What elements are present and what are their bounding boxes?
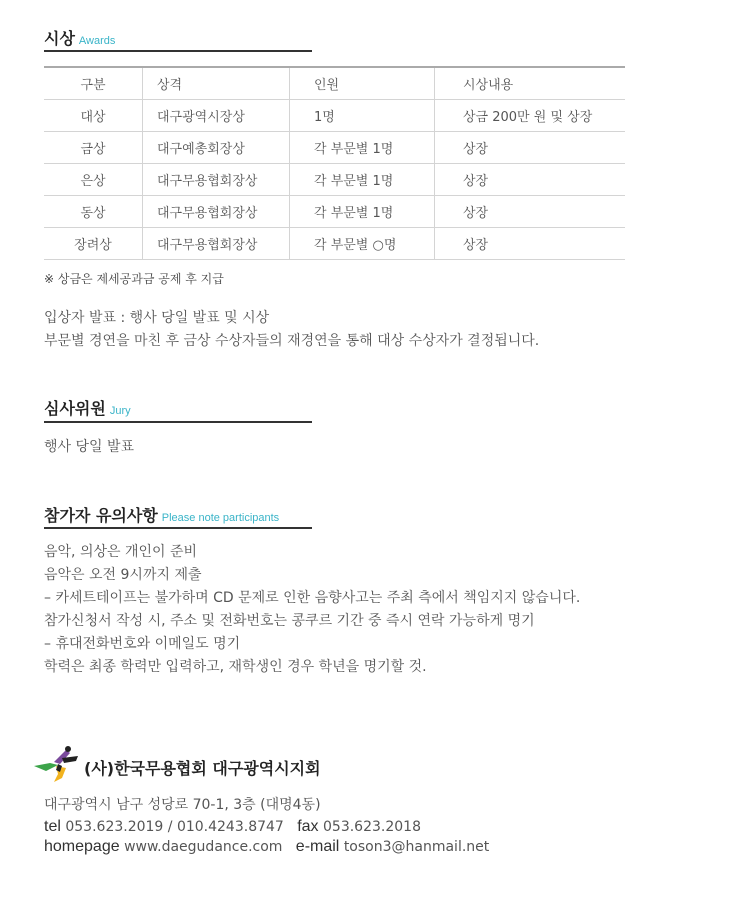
participants-notes [44, 541, 580, 679]
awards-table [44, 66, 625, 260]
awards-title-en: Awards [78, 35, 116, 47]
cell-award: 대구무용협회장상 [143, 164, 290, 196]
jury-heading [44, 396, 131, 419]
cell-category: 동상 [44, 196, 143, 228]
cell-prize: 상장 [435, 164, 626, 196]
cell-category: 장려상 [44, 228, 143, 260]
address: 대구광역시 남구 성당로 70-1, 3층 (대명4동) [44, 797, 321, 813]
list-item: 참가신청서 작성 시, 주소 및 전화번호는 콩쿠르 기간 중 즉시 연락 가능하게 명기 [44, 613, 535, 629]
awards-divider [44, 50, 312, 52]
jury-divider [44, 421, 312, 423]
list-item: 음악은 오전 9시까지 제출 [44, 567, 202, 583]
contact-web-email [44, 838, 489, 856]
cell-award: 대구광역시장상 [143, 100, 290, 132]
jury-title-en: Jury [109, 405, 131, 417]
table-row [44, 228, 625, 260]
list-item: 학력은 최종 학력만 입력하고, 재학생인 경우 학년을 명기할 것. [44, 659, 427, 675]
participants-heading [44, 503, 279, 526]
cell-prize: 상장 [435, 196, 626, 228]
table-row [44, 100, 625, 132]
cell-prize: 상금 200만 원 및 상장 [435, 100, 626, 132]
cell-category: 은상 [44, 164, 143, 196]
announcement-line: 입상자 발표 : 행사 당일 발표 및 시상 [44, 310, 270, 326]
cell-count: 각 부문별 1명 [290, 196, 435, 228]
participants-divider [44, 527, 312, 529]
cell-count: 각 부문별 ○명 [290, 228, 435, 260]
cell-award: 대구무용협회장상 [143, 228, 290, 260]
announcement-text [44, 307, 539, 353]
fax-value: 053.623.2018 [323, 819, 421, 835]
jury-text [44, 436, 134, 459]
header-prize: 시상내용 [435, 67, 626, 100]
dancer-logo-icon [32, 744, 80, 784]
prize-tax-note: ※ 상금은 제세공과금 공제 후 지급 [44, 272, 224, 286]
table-row [44, 132, 625, 164]
table-header-row [44, 67, 625, 100]
tel-label: tel [44, 818, 61, 835]
table-row [44, 196, 625, 228]
email-link[interactable]: toson3@hanmail.net [343, 839, 490, 855]
cell-category: 대상 [44, 100, 143, 132]
cell-prize: 상장 [435, 132, 626, 164]
contact-phone-fax [44, 818, 421, 836]
participants-title-en: Please note participants [161, 512, 280, 524]
header-award: 상격 [143, 67, 290, 100]
organization-name: (사)한국무용협회 대구광역시지회 [84, 759, 321, 778]
list-item: 음악, 의상은 개인이 준비 [44, 544, 198, 560]
homepage-label: homepage [44, 838, 120, 855]
announcement-line: 부문별 경연을 마친 후 금상 수상자들의 재경연을 통해 대상 수상자가 결정됩니다. [44, 333, 540, 349]
participants-title: 참가자 유의사항 [44, 506, 158, 525]
list-item: – 카세트테이프는 불가하며 CD 문제로 인한 음향사고는 주최 측에서 책임지지 않습니다. [44, 590, 581, 606]
homepage-link[interactable]: www.daegudance.com [124, 839, 283, 855]
cell-count: 각 부문별 1명 [290, 132, 435, 164]
header-count: 인원 [290, 67, 435, 100]
tel-value: 053.623.2019 / 010.4243.8747 [65, 819, 284, 835]
awards-heading [44, 26, 115, 49]
fax-label: fax [297, 818, 319, 835]
jury-title: 심사위원 [44, 399, 106, 418]
cell-count: 1명 [290, 100, 435, 132]
header-category: 구분 [44, 67, 143, 100]
cell-prize: 상장 [435, 228, 626, 260]
cell-award: 대구예총회장상 [143, 132, 290, 164]
cell-count: 각 부문별 1명 [290, 164, 435, 196]
email-label: e-mail [295, 838, 340, 855]
cell-award: 대구무용협회장상 [143, 196, 290, 228]
list-item: – 휴대전화번호와 이메일도 명기 [44, 636, 241, 652]
cell-category: 금상 [44, 132, 143, 164]
jury-announcement: 행사 당일 발표 [44, 439, 135, 455]
table-row [44, 164, 625, 196]
awards-title: 시상 [44, 29, 75, 48]
